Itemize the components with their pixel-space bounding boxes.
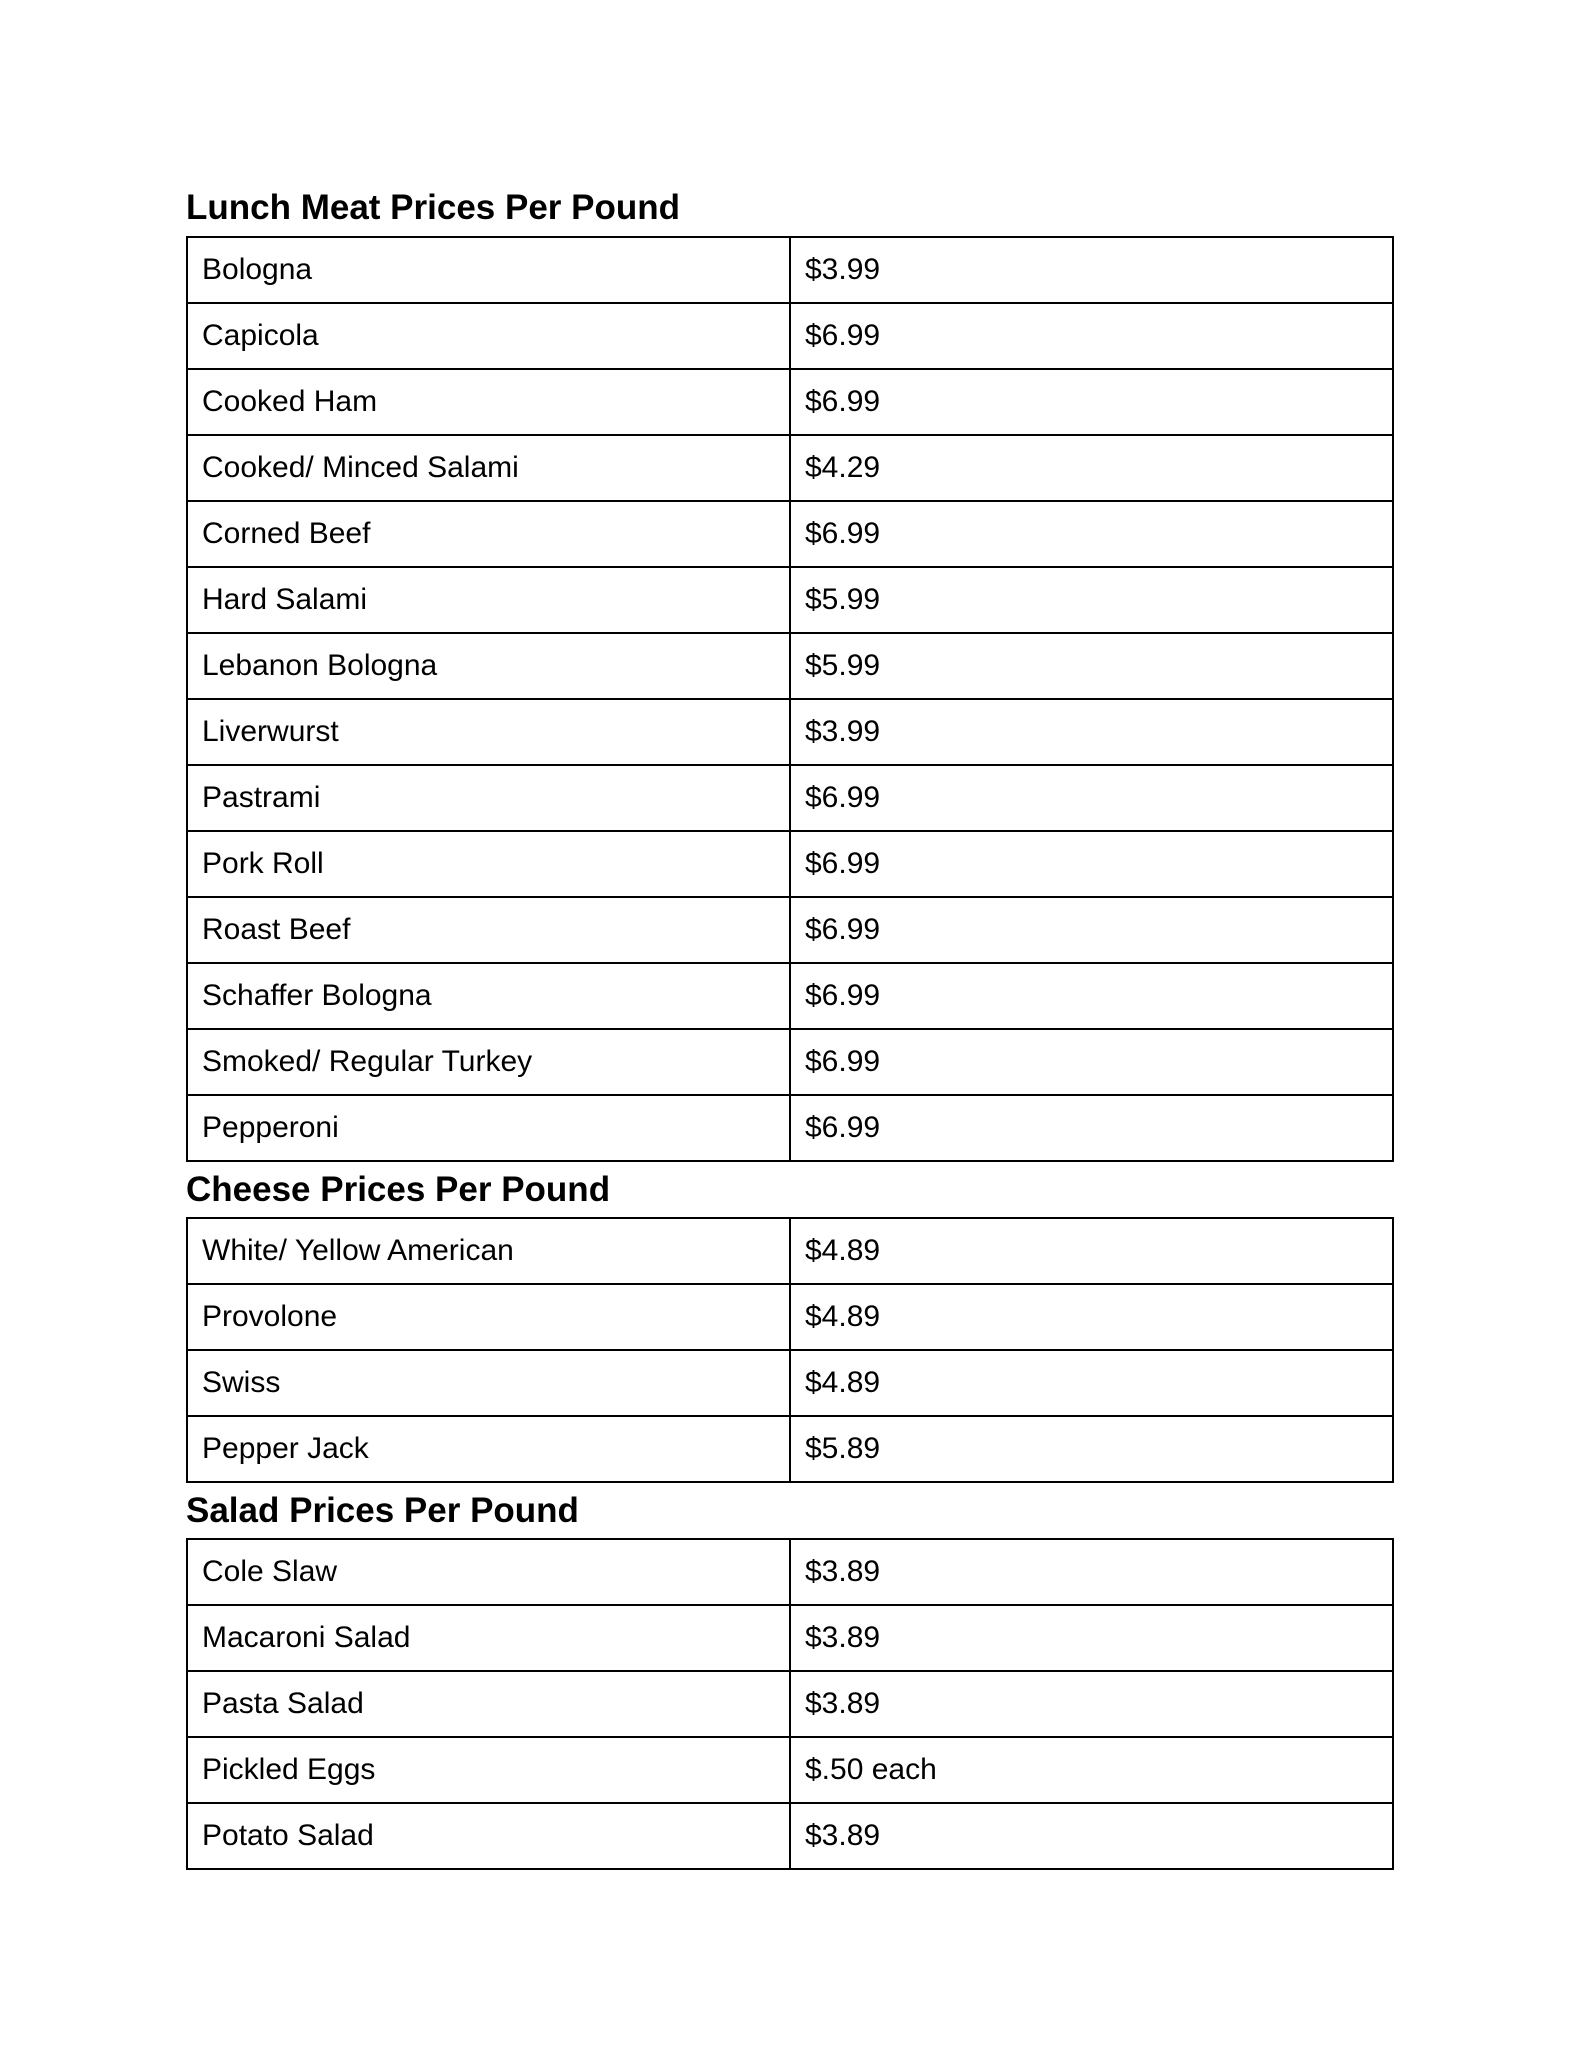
item-price: $6.99 <box>790 831 1393 897</box>
item-name: Provolone <box>187 1284 790 1350</box>
item-name: Swiss <box>187 1350 790 1416</box>
item-price: $4.89 <box>790 1218 1393 1284</box>
item-name: Cooked/ Minced Salami <box>187 435 790 501</box>
item-name: Schaffer Bologna <box>187 963 790 1029</box>
item-price: $5.89 <box>790 1416 1393 1482</box>
table-row <box>187 237 1393 303</box>
item-name: Bologna <box>187 237 790 303</box>
table-row <box>187 435 1393 501</box>
item-name: Cooked Ham <box>187 369 790 435</box>
item-price: $4.89 <box>790 1284 1393 1350</box>
item-price: $6.99 <box>790 963 1393 1029</box>
item-name: Liverwurst <box>187 699 790 765</box>
item-name: Hard Salami <box>187 567 790 633</box>
table-row <box>187 699 1393 765</box>
table-row <box>187 1416 1393 1482</box>
table-row <box>187 1737 1393 1803</box>
item-name: Potato Salad <box>187 1803 790 1869</box>
table-row <box>187 765 1393 831</box>
table-row <box>187 501 1393 567</box>
item-price: $3.99 <box>790 237 1393 303</box>
item-name: Cole Slaw <box>187 1539 790 1605</box>
item-name: White/ Yellow American <box>187 1218 790 1284</box>
table-row <box>187 567 1393 633</box>
lunch-meat-price-table <box>186 236 1394 1162</box>
item-price: $6.99 <box>790 303 1393 369</box>
item-price: $6.99 <box>790 897 1393 963</box>
cheese-price-table <box>186 1217 1394 1483</box>
item-price: $4.89 <box>790 1350 1393 1416</box>
table-row <box>187 897 1393 963</box>
table-row <box>187 1350 1393 1416</box>
item-price: $6.99 <box>790 501 1393 567</box>
item-name: Pork Roll <box>187 831 790 897</box>
item-name: Pasta Salad <box>187 1671 790 1737</box>
item-name: Pepperoni <box>187 1095 790 1161</box>
item-price: $.50 each <box>790 1737 1393 1803</box>
table-row <box>187 1803 1393 1869</box>
item-price: $3.89 <box>790 1803 1393 1869</box>
item-price: $4.29 <box>790 435 1393 501</box>
table-row <box>187 1539 1393 1605</box>
salad-price-table <box>186 1538 1394 1870</box>
item-price: $6.99 <box>790 369 1393 435</box>
table-row <box>187 831 1393 897</box>
item-price: $3.89 <box>790 1605 1393 1671</box>
cheese-section-title: Cheese Prices Per Pound <box>186 1170 611 1209</box>
item-name: Corned Beef <box>187 501 790 567</box>
item-price: $6.99 <box>790 1029 1393 1095</box>
table-row <box>187 1095 1393 1161</box>
item-name: Pickled Eggs <box>187 1737 790 1803</box>
table-row <box>187 1605 1393 1671</box>
table-row <box>187 369 1393 435</box>
item-name: Pepper Jack <box>187 1416 790 1482</box>
item-price: $6.99 <box>790 765 1393 831</box>
salad-section-title: Salad Prices Per Pound <box>186 1491 579 1530</box>
item-name: Capicola <box>187 303 790 369</box>
table-row <box>187 1029 1393 1095</box>
item-name: Macaroni Salad <box>187 1605 790 1671</box>
price-list-page <box>186 180 1392 1870</box>
item-name: Lebanon Bologna <box>187 633 790 699</box>
table-row <box>187 963 1393 1029</box>
item-price: $3.89 <box>790 1671 1393 1737</box>
table-row <box>187 1218 1393 1284</box>
item-name: Smoked/ Regular Turkey <box>187 1029 790 1095</box>
item-name: Pastrami <box>187 765 790 831</box>
item-price: $5.99 <box>790 567 1393 633</box>
item-price: $6.99 <box>790 1095 1393 1161</box>
table-row <box>187 303 1393 369</box>
lunch-meat-section-title: Lunch Meat Prices Per Pound <box>186 188 680 227</box>
item-price: $5.99 <box>790 633 1393 699</box>
table-row <box>187 1284 1393 1350</box>
item-price: $3.99 <box>790 699 1393 765</box>
item-name: Roast Beef <box>187 897 790 963</box>
table-row <box>187 633 1393 699</box>
table-row <box>187 1671 1393 1737</box>
item-price: $3.89 <box>790 1539 1393 1605</box>
